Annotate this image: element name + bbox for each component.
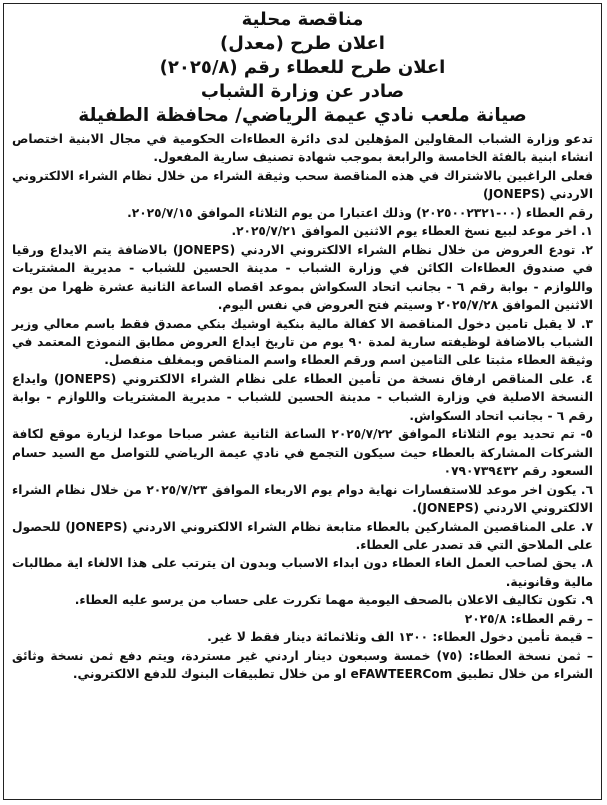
announcement-status-heading: اعلان طرح (معدل) [220, 33, 385, 54]
announcement-frame [3, 3, 602, 800]
clause-8: ٨. يحق لصاحب العمل الغاء العطاء دون ابداء الاسباب وبدون ان يترتب على هذا الالغاء اية مطالبات مالية وقانونية. [12, 556, 593, 589]
announcement-body [12, 130, 593, 684]
tender-reference-paragraph: رقم العطاء (٠٠-٢٠٢٥٠٠٢٣٢١) وذلك اعتبارا من يوم الثلاثاء الموافق ٢٠٢٥/٧/١٥. [127, 205, 593, 220]
clause-2: ٢. تودع العروض من خلال نظام الشراء الالكتروني الاردني (JONEPS) بالاضافة يتم الايداع ورقيا في صندوق العطاءات الكائن في وزارة الشباب - مدينة الحسين للشباب - مديرية المشتريات واللوازم - بوابة رقم ٦ - بجانب اتحاد السكواش بموعد اقصاه الساعة الثانية عشرة ظهرا من يوم الاثنين الموافق ٢٠٢٥/٧/٢٨ وسيتم فتح العروض في نفس اليوم. [12, 242, 593, 313]
clause-5: ٥- تم تحديد يوم الثلاثاء الموافق ٢٠٢٥/٧/٢٢ الساعة الثانية عشر صباحا موعدا لزيارة موقع لكافة الشركات المشاركة بالعطاء حيث سيكون التجمع في نادي عيمة الرياضي للتواصل مع السيد حسام السعود رقم ٠٧٩٠٧٣٩٤٣٢ [12, 427, 593, 479]
bond-value-line: – قيمة تأمين دخول العطاء: ١٣٠٠ الف وثلاثمائة دينار فقط لا غير. [207, 630, 593, 645]
clause-1: ١. اخر موعد لبيع نسخ العطاء يوم الاثنين الموافق ٢٠٢٥/٧/٢١. [231, 224, 593, 239]
intro-paragraph: تدعو وزارة الشباب المقاولين المؤهلين لدى دائرة العطاءات الحكومية في مجال الابنية اختصاص انشاء ابنية بالفئة الخامسة والرابعة بموجب شهادة تصنيف سارية المفعول. [12, 132, 593, 165]
participation-paragraph: فعلى الراغبين بالاشتراك في هذه المناقصة سحب وثيقة الشراء من خلال نظام الشراء الالكتروني الاردني (JONEPS) [12, 168, 593, 202]
clause-7: ٧. على المناقصين المشاركين بالعطاء متابعة نظام الشراء الالكتروني الاردني (JONEPS) للحصول على الملاحق التي قد تصدر على العطاء. [12, 519, 593, 552]
clause-3: ٣. لا يقبل تامين دخول المناقصة الا كفالة مالية بنكية اوشيك بنكي مصدق فقط باسم معالي وزير الشباب بالاضافة لوظيفته سارية لمدة ٩٠ يوم من تاريخ ايداع العروض مطابق النموذج المعتمد في وثيقة العطاء مثبتا على التامين اسم ورقم العطاء واسم المناقص وبمغلف منفصل. [12, 316, 593, 368]
clause-6: ٦. يكون اخر موعد للاستفسارات نهاية دوام يوم الاربعاء الموافق ٢٠٢٥/٧/٢٣ من خلال نظام الشراء الالكتروني الاردني (JONEPS). [12, 482, 594, 516]
clause-9: ٩. تكون تكاليف الاعلان بالصحف اليومية مهما تكررت على حساب من يرسو عليه العطاء. [74, 593, 593, 608]
project-title-heading: صيانة ملعب نادي عيمة الرياضي/ محافظة الطفيلة [78, 105, 527, 126]
tender-number-heading: اعلان طرح للعطاء رقم (٢٠٢٥/٨) [159, 57, 446, 78]
issuer-heading: صادر عن وزارة الشباب [200, 81, 405, 102]
tender-number-line: – رقم العطاء: ٢٠٢٥/٨ [464, 611, 593, 626]
announcement-headings [12, 8, 593, 128]
clause-4: ٤. على المناقص ارفاق نسخة من تأمين العطاء على نظام الشراء الالكتروني (JONEPS) وايداع النسخة الاصلية في وزارة الشباب - مدينة الحسين للشباب - مديرية المشتريات واللوازم - بوابة رقم ٦ - بجانب اتحاد السكواش. [12, 371, 593, 423]
document-price-line: – ثمن نسخة العطاء: (٧٥) خمسة وسبعون دينار اردني غير مستردة، ويتم دفع ثمن نسخة وثائق الشراء من خلال تطبيق eFAWTEERCom او من خلال تطبيقات البنوك للدفع الالكتروني. [12, 648, 593, 682]
tender-type-heading: مناقصة محلية [241, 9, 364, 30]
